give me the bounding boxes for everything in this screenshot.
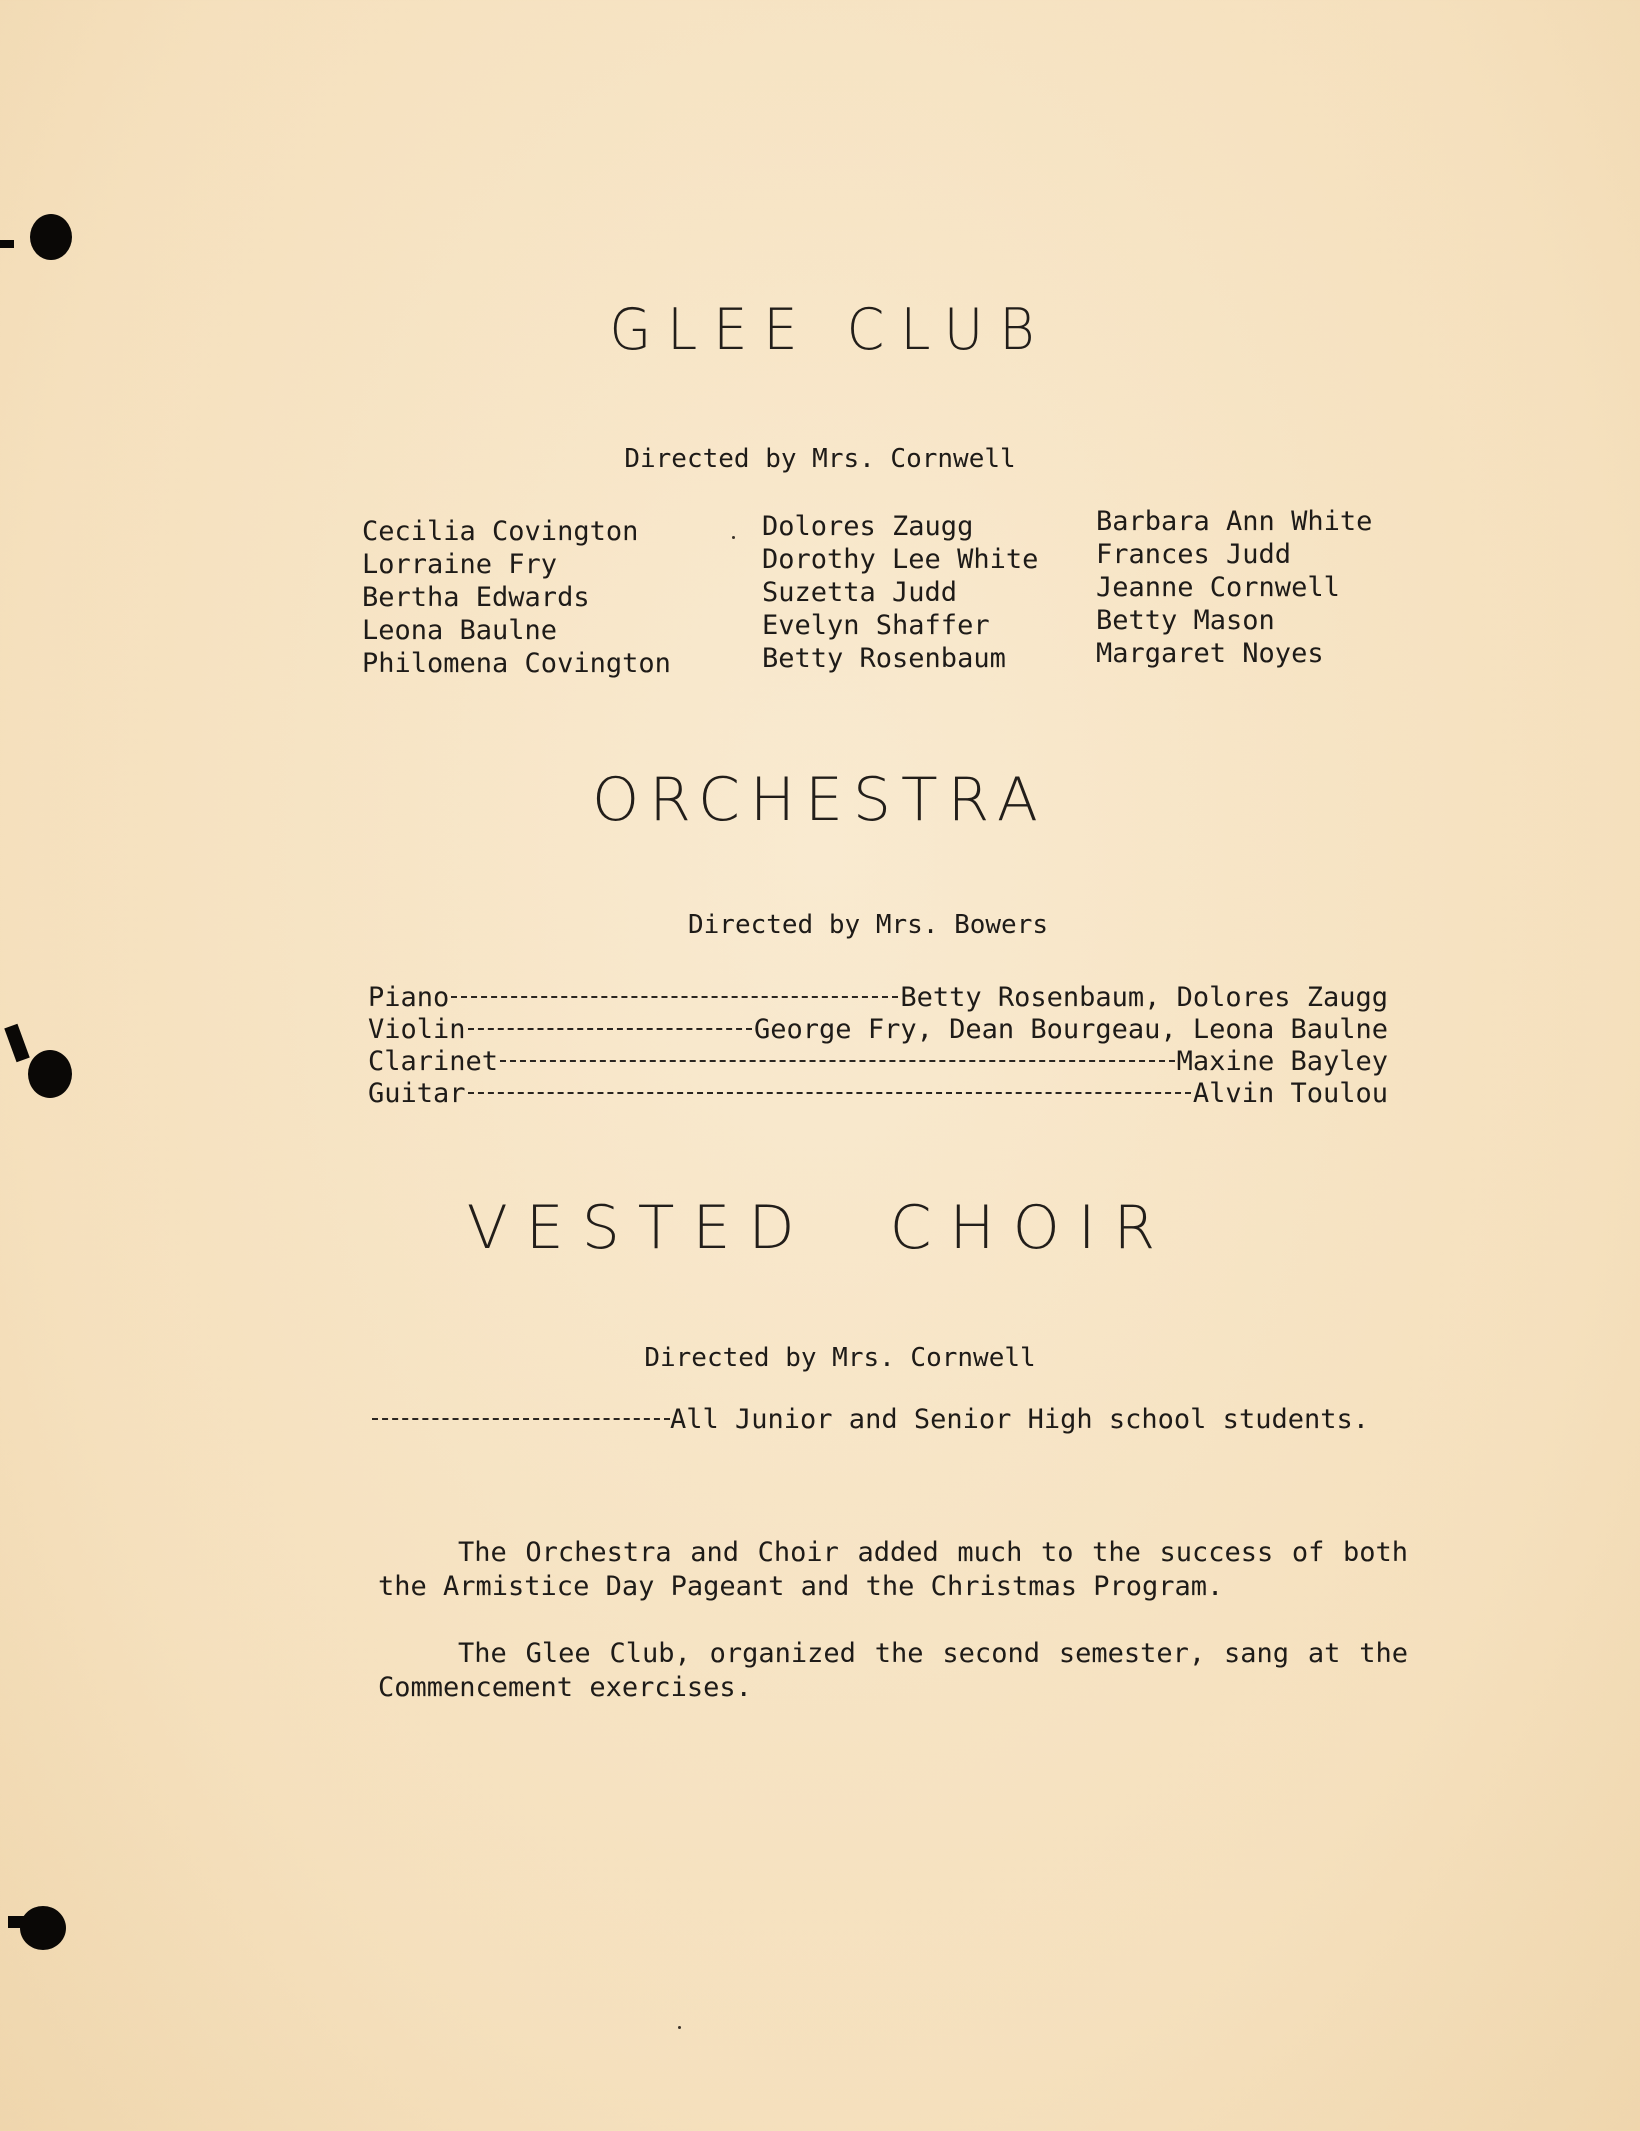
roster-row-clarinet bbox=[368, 1046, 1388, 1078]
instrument-label: Violin bbox=[368, 1014, 466, 1045]
leader-dashes bbox=[468, 1092, 1191, 1094]
instrument-players: Alvin Toulou bbox=[1192, 1078, 1388, 1109]
glee-club-director: Directed by Mrs. Cornwell bbox=[624, 444, 1016, 474]
instrument-players: Maxine Bayley bbox=[1176, 1046, 1388, 1077]
glee-club-member: Leona Baulne bbox=[362, 615, 558, 646]
vested-choir-title: VESTED CHOIR bbox=[466, 1193, 1174, 1263]
roster-row-violin bbox=[368, 1014, 1388, 1046]
glee-club-member: Evelyn Shaffer bbox=[762, 610, 990, 641]
vested-choir-members-row bbox=[372, 1404, 1388, 1435]
closing-paragraph: The Glee Club, organized the second semester, sang at the Commencement exercises. bbox=[378, 1638, 1408, 1703]
instrument-label: Clarinet bbox=[368, 1046, 499, 1077]
binder-hole bbox=[28, 1050, 72, 1098]
instrument-players: George Fry, Dean Bourgeau, Leona Baulne bbox=[754, 1014, 1388, 1045]
leader-dashes bbox=[372, 1418, 670, 1420]
leader-dashes bbox=[451, 996, 898, 998]
instrument-label: Guitar bbox=[368, 1078, 466, 1109]
orchestra-title: ORCHESTRA bbox=[592, 765, 1048, 835]
glee-club-title: GLEE CLUB bbox=[609, 296, 1051, 363]
binder-hole-mark bbox=[0, 240, 14, 248]
glee-club-member: Bertha Edwards bbox=[362, 582, 590, 613]
glee-club-member: Barbara Ann White bbox=[1096, 506, 1373, 537]
binder-hole bbox=[20, 1906, 66, 1950]
binder-hole bbox=[30, 214, 72, 260]
paper-speck bbox=[732, 536, 735, 539]
glee-club-member: Philomena Covington bbox=[362, 648, 671, 679]
glee-club-member-column bbox=[762, 510, 1038, 675]
vested-choir-members: All Junior and Senior High school students. bbox=[670, 1404, 1369, 1435]
glee-club-member: Frances Judd bbox=[1096, 539, 1292, 570]
paper-speck bbox=[678, 2026, 681, 2029]
closing-paragraph: The Orchestra and Choir added much to the success of both the Armistice Day Pageant and the Christmas Program. bbox=[378, 1537, 1408, 1602]
binder-hole-mark bbox=[4, 1024, 29, 1063]
glee-club-member: Betty Mason bbox=[1096, 605, 1275, 636]
glee-club-member-column bbox=[362, 515, 671, 680]
instrument-label: Piano bbox=[368, 982, 450, 1013]
leader-dashes bbox=[468, 1028, 752, 1030]
glee-club-member: Dorothy Lee White bbox=[762, 544, 1039, 575]
roster-row-guitar bbox=[368, 1078, 1388, 1110]
roster-row-piano bbox=[368, 982, 1388, 1014]
glee-club-member: Margaret Noyes bbox=[1096, 638, 1324, 669]
glee-club-member: Dolores Zaugg bbox=[762, 511, 974, 542]
glee-club-member-column bbox=[1096, 505, 1372, 670]
instrument-players: Betty Rosenbaum, Dolores Zaugg bbox=[900, 982, 1388, 1013]
glee-club-member: Lorraine Fry bbox=[362, 549, 558, 580]
vested-choir-director: Directed by Mrs. Cornwell bbox=[644, 1343, 1036, 1373]
glee-club-member: Suzetta Judd bbox=[762, 577, 958, 608]
glee-club-member: Betty Rosenbaum bbox=[762, 643, 1006, 674]
leader-dashes bbox=[500, 1060, 1175, 1062]
orchestra-roster bbox=[368, 982, 1388, 1110]
orchestra-director: Directed by Mrs. Bowers bbox=[687, 910, 1049, 940]
glee-club-member: Cecilia Covington bbox=[362, 516, 639, 547]
glee-club-member: Jeanne Cornwell bbox=[1096, 572, 1340, 603]
